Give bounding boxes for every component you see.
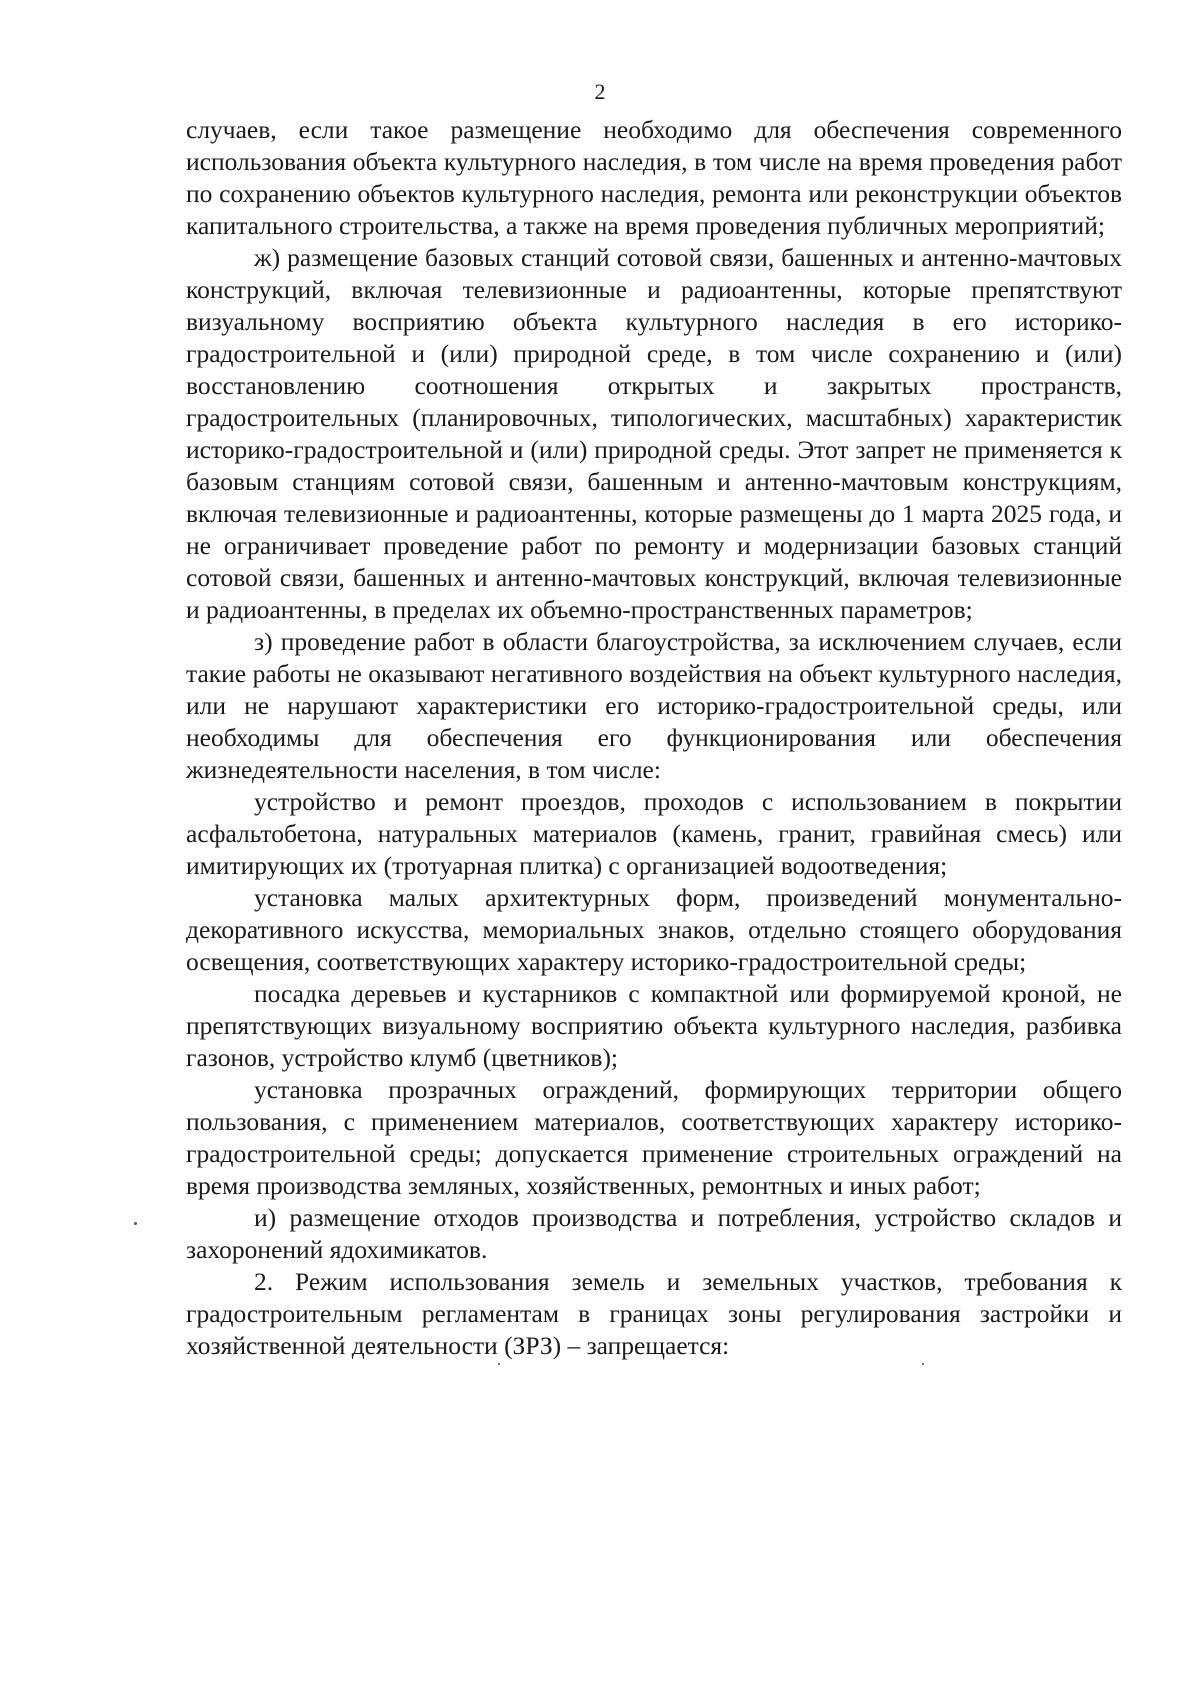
page-number: 2 — [594, 79, 606, 104]
paragraph-subitem-planting: посадка деревьев и кустарников с компактной или формируемой кроной, не препятствующих визуальному восприятию объекта культурного наследия, разбивка газонов, устройство клумб (цветников); — [186, 979, 1122, 1072]
paragraph-subitem-fences: установка прозрачных ограждений, формирующих территории общего пользования, с применением материалов, соответствующих характеру историко-градостроительной среды; допускается применение строительных ограждений на время производства земляных, хозяйственных, ремонтных и иных работ; — [186, 1075, 1122, 1200]
scan-speck — [498, 1363, 500, 1365]
paragraph-item-zh: ж) размещение базовых станций сотовой связи, башенных и антенно-мачтовых конструкций, включая телевизионные и радиоантенны, которые препятствуют визуальному восприятию объекта культурного наследия в его историко-градостроительной и (или) природной среде, в том числе сохранению и (или) восстановлению соотношения открытых и закрытых пространств, градостроительных (планировочных, типологических, масштабных) характеристик историко-градостроительной и (или) природной среды. Этот запрет не применяется к базовым станциям сотовой связи, башенным и антенно-мачтовым конструкциям, включая телевизионные и радиоантенны, которые размещены до 1 марта 2025 года, и не ограничивает проведение работ по ремонту и модернизации базовых станций сотовой связи, башенных и антенно-мачтовых конструкций, включая телевизионные и радиоантенны, в пределах их объемно-пространственных параметров; — [186, 243, 1122, 624]
paragraph-item-z: з) проведение работ в области благоустройства, за исключением случаев, если такие работы не оказывают негативного воздействия на объект культурного наследия, или не нарушают характеристики его историко-градостроительной среды, или необходимы для обеспечения его функционирования или обеспечения жизнедеятельности населения, в том числе: — [186, 627, 1122, 784]
document-body — [186, 114, 1122, 1362]
paragraph-item-i: и) размещение отходов производства и потребления, устройство складов и захоронений ядохимикатов. — [186, 1203, 1122, 1264]
scan-speck — [922, 1363, 924, 1365]
paragraph-subitem-roads: устройство и ремонт проездов, проходов с использованием в покрытии асфальтобетона, натуральных материалов (камень, гранит, гравийная смесь) или имитирующих их (тротуарная плитка) с организацией водоотведения; — [186, 787, 1122, 880]
paragraph-continuation: случаев, если такое размещение необходимо для обеспечения современного использования объекта культурного наследия, в том числе на время проведения работ по сохранению объектов культурного наследия, ремонта или реконструкции объектов капитального строительства, а также на время проведения публичных мероприятий; — [186, 115, 1122, 240]
paragraph-section-2: 2. Режим использования земель и земельных участков, требования к градостроительным регламентам в границах зоны регулирования застройки и хозяйственной деятельности (ЗРЗ) – запрещается: — [186, 1267, 1122, 1360]
scan-speck — [134, 1222, 137, 1225]
paragraph-subitem-architectural-forms: установка малых архитектурных форм, произведений монументально-декоративного искусства, мемориальных знаков, отдельно стоящего оборудования освещения, соответствующих характеру историко-градостроительной среды; — [186, 883, 1122, 976]
